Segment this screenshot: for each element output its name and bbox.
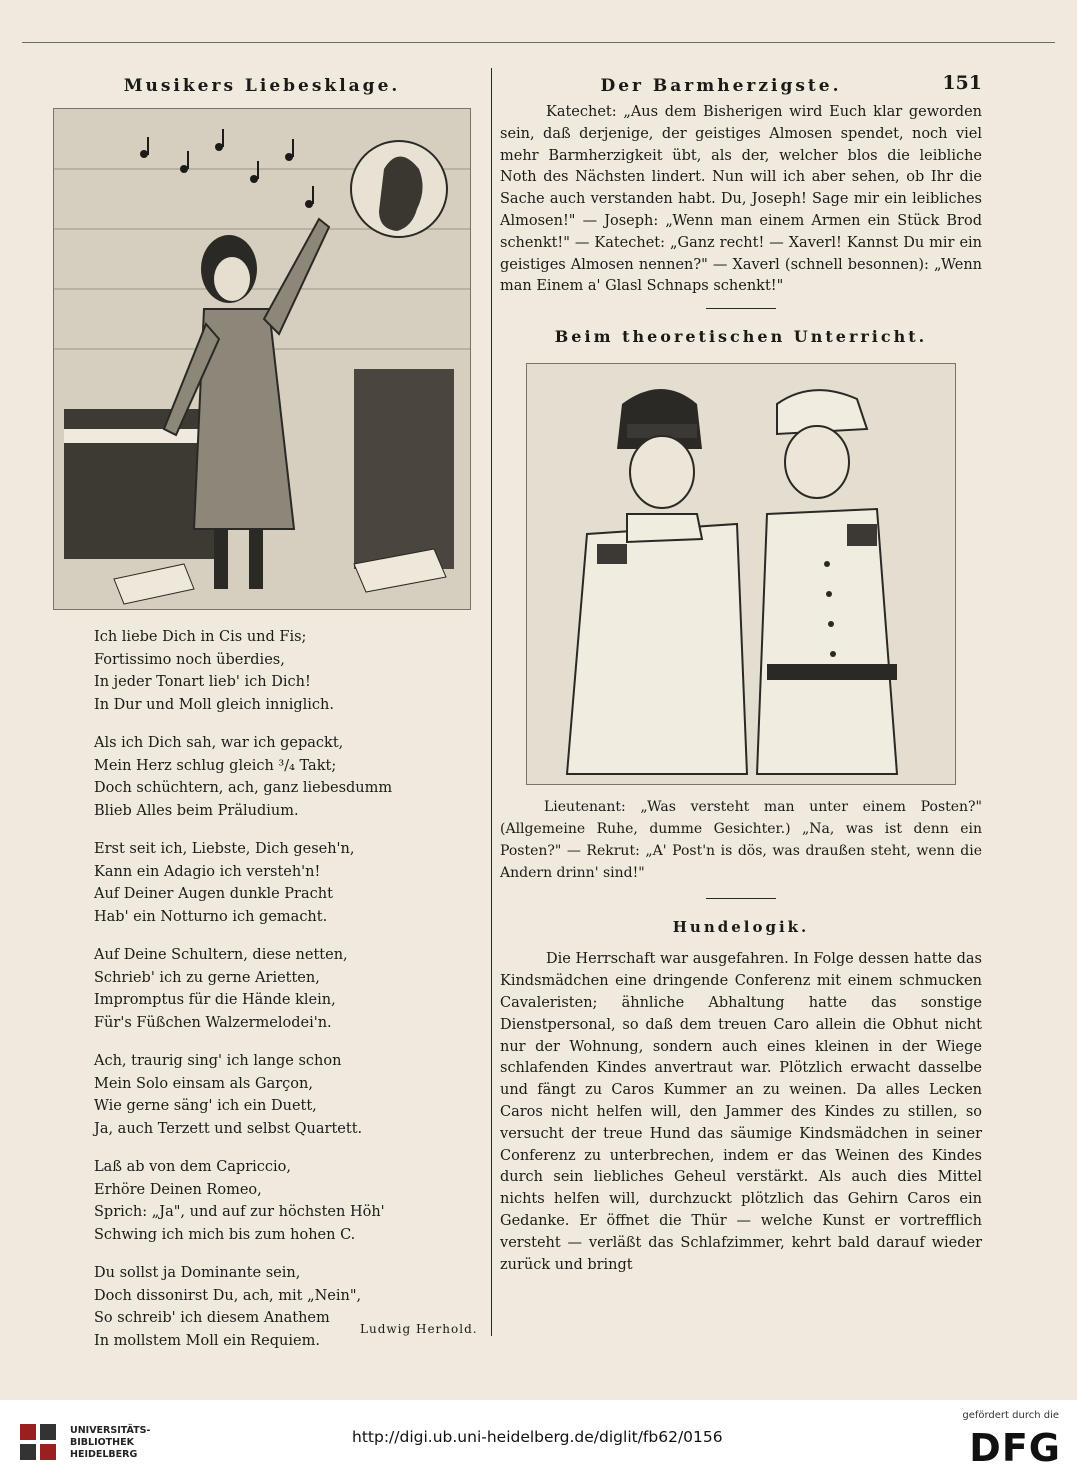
right-column xyxy=(500,68,982,1276)
right-header xyxy=(500,68,982,102)
barmherzigste-paragraph: Katechet: „Aus dem Bisherigen wird Euch klar geworden sein, daß derjenige, der geistiges Almosen spendet, noch viel mehr Barmherzigkeit übt, als der, welcher blos die leibliche Noth des Nächsten lindert. Nun will ich aber sehen, ob Ihr die Sache auch verstanden habt. Du, Joseph! Sage mir ein leibliches Almosen!" — Joseph: „Wenn man einem Armen ein Stück Brod schenkt!" — Katechet: „Ganz recht! — Xaverl! Kannst Du mir ein geistiges Almosen nennen?" — Xaverl (schnell besonnen): „Wenn man Einem a' Glasl Schnaps schenkt!" xyxy=(500,104,982,295)
poem xyxy=(94,626,482,1352)
unterricht-heading: Beim theoretischen Unterricht. xyxy=(554,327,928,347)
poem-stanza xyxy=(94,1156,482,1246)
institution-line: UNIVERSITÄTS- xyxy=(70,1425,151,1436)
poem-stanza xyxy=(94,626,482,716)
poem-line: Auf Deiner Augen dunkle Pracht xyxy=(94,886,333,902)
poem-line: In jeder Tonart lieb' ich Dich! xyxy=(94,674,311,690)
poem-line: Auf Deine Schultern, diese netten, xyxy=(94,947,348,963)
barmherzigste-text xyxy=(500,102,982,298)
left-column xyxy=(42,68,482,1368)
poem-line: Impromptus für die Hände klein, xyxy=(94,992,336,1008)
barmherzigste-heading: Der Barmherzigste. xyxy=(600,76,842,96)
poem-line: Du sollst ja Dominante sein, xyxy=(94,1265,301,1281)
poem-line: Sprich: „Ja", und auf zur höchsten Höh' xyxy=(94,1204,385,1220)
poem-stanza xyxy=(94,1262,482,1352)
unterricht-caption: Lieutenant: „Was versteht man unter einem Posten?" (Allgemeine Ruhe, dumme Gesichter.) „Na, was ist denn ein Posten?" — Rekrut: „A' Post'n is dös, was draußen steht, wenn die Andern drinn' sind!" xyxy=(500,799,982,881)
university-logo[interactable] xyxy=(18,1422,150,1464)
university-seal-icon xyxy=(18,1422,60,1464)
poem-line: Doch schüchtern, ach, ganz liebesdumm xyxy=(94,780,393,796)
poem-line: Für's Füßchen Walzermelodei'n. xyxy=(94,1014,332,1031)
poem-line: Schrieb' ich zu gerne Arietten, xyxy=(94,969,320,986)
viewer-footer xyxy=(0,1400,1077,1481)
poem-stanza xyxy=(94,1050,482,1140)
poem-line: Wie gerne säng' ich ein Duett, xyxy=(94,1098,317,1114)
institution-line: HEIDELBERG xyxy=(70,1449,138,1460)
poem-stanza xyxy=(94,838,482,928)
poem-stanza xyxy=(94,944,482,1034)
poem-line: Schwing ich mich bis zum hohen C. xyxy=(94,1226,356,1243)
poem-line: Mein Solo einsam als Garçon, xyxy=(94,1075,313,1092)
poem-line: Als ich Dich sah, war ich gepackt, xyxy=(94,735,344,751)
institution-name xyxy=(70,1425,150,1461)
section-separator xyxy=(706,308,776,309)
poem-line: Laß ab von dem Capriccio, xyxy=(94,1159,292,1175)
poem-line: In Dur und Moll gleich inniglich. xyxy=(94,696,334,713)
poem-line: Ich liebe Dich in Cis und Fis; xyxy=(94,629,307,645)
poem-line: Hab' ein Notturno ich gemacht. xyxy=(94,908,328,925)
hundelogik-paragraph: Die Herrschaft war ausgefahren. In Folge dessen hatte das Kindsmädchen eine dringende Conferenz mit einem schmucken Cavaleristen; ähnliche Abhaltung hatte das sonstige Dienstpersonal, so daß dem treuen Caro allein die Obhut nicht nur der Wohnung, sondern auch eines kleinen in der Wiege schlafenden Kindes anvertraut war. Plötzlich erwacht dasselbe und fängt zu Caros Kummer an zu weinen. Da alles Lecken Caros nicht helfen will, den Jammer des Kindes zu stillen, so versucht der treue Hund das säumige Kindsmädchen in seiner Conferenz zu unterbrechen, indem er das Weinen des Kindes durch sein liebliches Geheul verstärkt. Als auch dies Mittel nichts helfen will, durchzuckt plötzlich das Gehirn Caros ein Gedanke. Er öffnet die Thür — welche Kunst er vortrefflich versteht — verläßt das Schlafzimmer, kehrt bald darauf wieder zurück und bringt xyxy=(500,951,982,1273)
dfg-logo[interactable]: DFG xyxy=(969,1426,1061,1470)
poem-author: Ludwig Herhold. xyxy=(360,1322,478,1336)
poem-line: Doch dissonirst Du, ach, mit „Nein", xyxy=(94,1287,362,1304)
hundelogik-heading: Hundelogik. xyxy=(672,918,810,937)
hundelogik-text xyxy=(500,949,982,1276)
poem-line: Kann ein Adagio ich versteh'n! xyxy=(94,863,321,880)
poem-line: Erhöre Deinen Romeo, xyxy=(94,1181,262,1198)
section-separator xyxy=(706,898,776,899)
poem-line: Mein Herz schlug gleich ³/₄ Takt; xyxy=(94,757,337,774)
permalink-url[interactable]: http://digi.ub.uni-heidelberg.de/diglit/fb62/0156 xyxy=(352,1428,723,1446)
poem-line: Fortissimo noch überdies, xyxy=(94,651,285,668)
poem-line: Ja, auch Terzett und selbst Quartett. xyxy=(94,1120,363,1137)
poem-line: Erst seit ich, Liebste, Dich geseh'n, xyxy=(94,841,355,857)
soldiers-illustration xyxy=(526,363,956,785)
poem-line: In mollstem Moll ein Requiem. xyxy=(94,1332,320,1349)
column-divider xyxy=(491,68,492,1336)
poem-stanza xyxy=(94,732,482,822)
musician-illustration xyxy=(53,108,471,610)
poem-line: Ach, traurig sing' ich lange schon xyxy=(94,1053,342,1069)
funded-by-label: gefördert durch die xyxy=(962,1410,1059,1421)
page-number: 151 xyxy=(942,72,982,94)
poem-line: So schreib' ich diesem Anathem xyxy=(94,1310,330,1326)
poem-heading: Musikers Liebesklage. xyxy=(123,76,401,96)
poem-line: Blieb Alles beim Präludium. xyxy=(94,802,299,819)
institution-line: BIBLIOTHEK xyxy=(70,1437,134,1448)
